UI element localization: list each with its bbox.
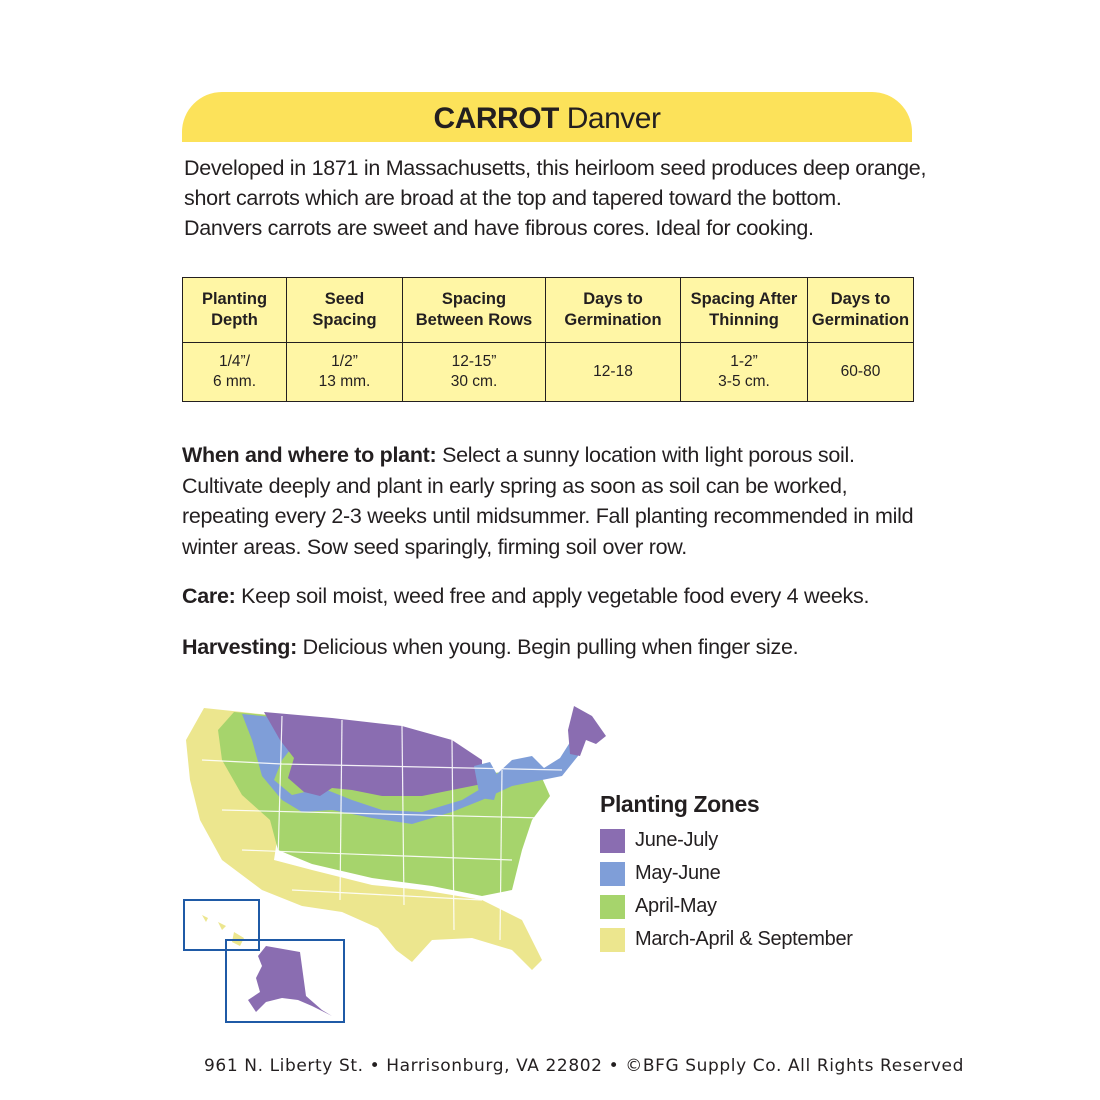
planting-instructions: [182, 440, 922, 562]
title-variety: Danver: [566, 102, 661, 135]
specs-value-cell: [808, 342, 914, 401]
legend-label: June-July: [635, 829, 718, 851]
us-map-image: [182, 700, 612, 1030]
specs-header-text: Depth: [211, 310, 258, 329]
care-text: Keep soil moist, weed free and apply vegetable food every 4 weeks.: [235, 584, 870, 608]
specs-header-cell: [808, 278, 914, 343]
harvesting-label: Harvesting:: [182, 635, 297, 659]
specs-header-cell: [546, 278, 681, 343]
legend-item: [600, 890, 853, 923]
description-line: Developed in 1871 in Massachusetts, this heirloom seed produces deep orange,: [184, 156, 927, 180]
specs-value-cell: [287, 342, 403, 401]
specs-header-text: Spacing: [441, 289, 507, 308]
specs-header-text: Between Rows: [415, 310, 533, 329]
specs-header-row: [183, 278, 914, 343]
specs-header-cell: [183, 278, 287, 343]
specs-header-cell: [403, 278, 546, 343]
specs-header-text: Days to: [830, 289, 891, 308]
specs-value-text: 6 mm.: [212, 372, 257, 390]
legend-label: May-June: [635, 862, 721, 884]
specs-value-row: [183, 342, 914, 401]
legend-swatch: [600, 928, 625, 952]
specs-header-cell: [287, 278, 403, 343]
specs-header-text: Spacing: [312, 310, 377, 329]
planting-text: Select a sunny location with light porous soil.: [436, 443, 855, 467]
specs-header-text: Days to: [583, 289, 643, 308]
product-title: [182, 92, 912, 142]
planting-line: winter areas. Sow seed sparingly, firming soil over row.: [182, 534, 687, 559]
specs-header-text: Seed: [324, 289, 365, 308]
specs-value-text: 60-80: [840, 362, 881, 380]
planting-label: When and where to plant:: [182, 443, 437, 467]
legend-title: Planting Zones: [600, 791, 760, 817]
specs-value-text: 30 cm.: [450, 372, 498, 390]
planting-zone-map: [182, 700, 612, 1030]
care-label: Care:: [182, 584, 236, 608]
specs-header-text: Planting: [201, 289, 268, 308]
legend-label: April-May: [635, 895, 717, 917]
legend-item: [600, 824, 853, 857]
growing-specs-table: [182, 277, 914, 402]
legend-swatch: [600, 829, 625, 853]
legend-swatch: [600, 895, 625, 919]
specs-value-cell: [681, 342, 808, 401]
title-crop: CARROT: [433, 102, 559, 135]
planting-line: repeating every 2-3 weeks until midsummer. Fall planting recommended in mild: [182, 504, 914, 528]
specs-header-text: Thinning: [709, 310, 779, 329]
description-line: short carrots which are broad at the top and tapered toward the bottom.: [184, 186, 842, 210]
description-line: Danvers carrots are sweet and have fibrous cores. Ideal for cooking.: [184, 216, 814, 240]
specs-value-text: 13 mm.: [318, 372, 371, 390]
specs-header-text: Germination: [811, 310, 910, 329]
specs-value-text: 3-5 cm.: [718, 372, 770, 390]
legend-item: [600, 923, 853, 956]
publisher-address: 961 N. Liberty St. • Harrisonburg, VA 22802 • ©BFG Supply Co. All Rights Reserved: [204, 1056, 964, 1076]
specs-value-text: 1/2”: [331, 352, 358, 370]
specs-value-text: 1-2”: [730, 352, 758, 370]
specs-value-cell: [546, 342, 681, 401]
legend-swatch: [600, 862, 625, 886]
harvesting-text: Delicious when young. Begin pulling when finger size.: [296, 635, 799, 659]
specs-header-text: Spacing After: [690, 289, 798, 308]
care-instructions: [182, 581, 922, 612]
specs-header-cell: [681, 278, 808, 343]
specs-value-cell: [183, 342, 287, 401]
specs-value-text: 12-15”: [451, 352, 497, 370]
description: [184, 153, 927, 243]
legend-item: [600, 857, 853, 890]
specs-value-text: 12-18: [593, 362, 633, 380]
specs-header-text: Germination: [564, 310, 662, 329]
legend-label: March-April & September: [635, 928, 853, 950]
planting-line: Cultivate deeply and plant in early spring as soon as soil can be worked,: [182, 473, 848, 498]
planting-zones-legend: [600, 791, 853, 956]
specs-value-cell: [403, 342, 546, 401]
specs-value-text: 1/4”/: [218, 352, 250, 370]
harvesting-instructions: [182, 632, 922, 663]
